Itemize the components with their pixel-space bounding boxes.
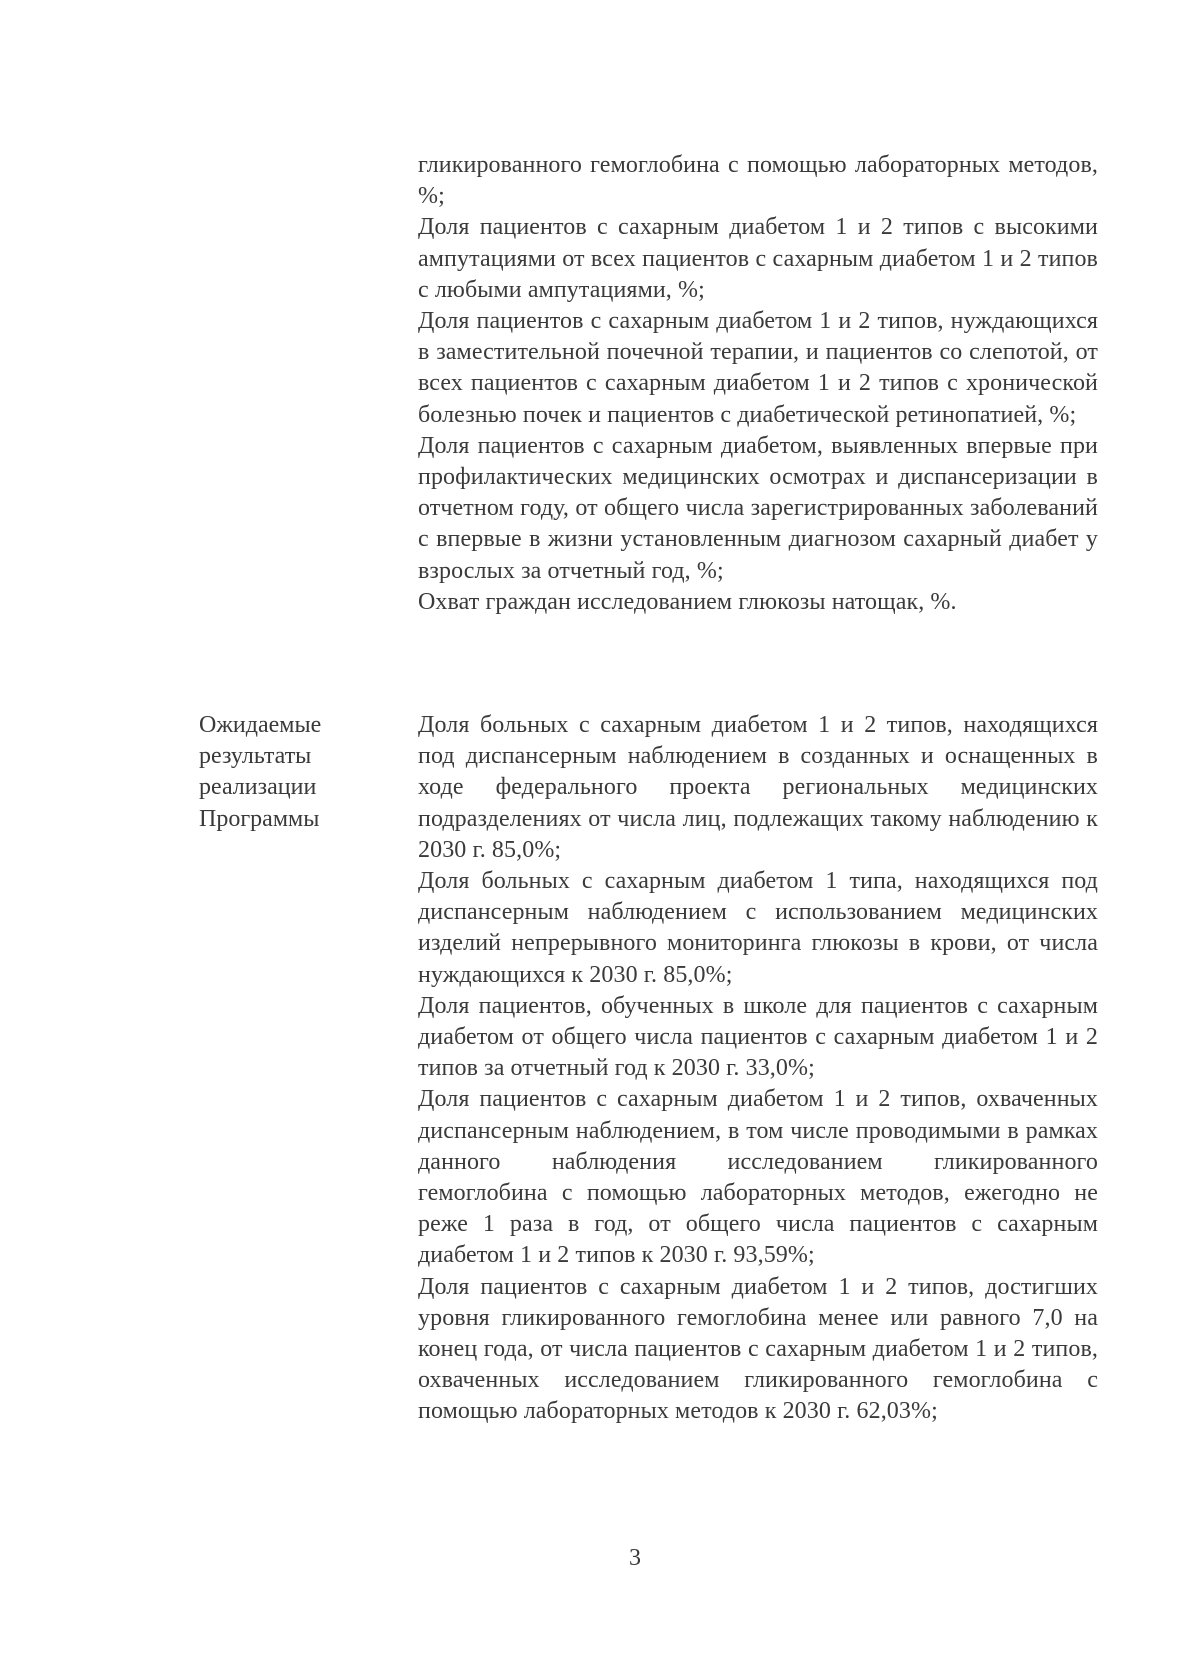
indicator-paragraph: гликированного гемоглобина с помощью лабораторных методов, %;	[418, 152, 1098, 210]
result-paragraph: Доля больных с сахарным диабетом 1 и 2 типов, находящихся под диспансерным наблюдением в созданных и оснащенных в ходе федерального проекта региональных медицинских подразделениях от числа лиц, подлежащих такому наблюдению к 2030 г. 85,0%;	[418, 712, 1098, 863]
indicator-paragraph: Доля пациентов с сахарным диабетом, выявленных впервые при профилактических медицинских осмотрах и диспансеризации в отчетном году, от общего числа зарегистрированных заболеваний с впервые в жизни установленным диагнозом сахарный диабет у взрослых за отчетный год, %;	[418, 432, 1098, 584]
indicator-paragraph: Доля пациентов с сахарным диабетом 1 и 2 типов с высокими ампутациями от всех пациентов с сахарным диабетом 1 и 2 типов с любыми ампутациями, %;	[418, 214, 1098, 303]
result-paragraph: Доля пациентов с сахарным диабетом 1 и 2 типов, достигших уровня гликированного гемоглобина менее или равного 7,0 на конец года, от числа пациентов с сахарным диабетом 1 и 2 типов, охваченных исследованием гликированного гемоглобина с помощью лабораторных методов к 2030 г. 62,03%;	[418, 1273, 1098, 1425]
result-paragraph: Доля пациентов, обученных в школе для пациентов с сахарным диабетом от общего числа пациентов с сахарным диабетом 1 и 2 типов за отчетный год к 2030 г. 33,0%;	[418, 992, 1098, 1082]
result-paragraph: Доля пациентов с сахарным диабетом 1 и 2 типов, охваченных диспансерным наблюдением, в том числе проводимыми в рамках данного наблюдения исследованием гликированного гемоглобина с помощью лабораторных методов, ежегодно не реже 1 раза в год, от общего числа пациентов с сахарным диабетом 1 и 2 типов к 2030 г. 93,59%;	[418, 1086, 1098, 1269]
indicator-paragraph: Доля пациентов с сахарным диабетом 1 и 2 типов, нуждающихся в заместительной почечной терапии, и пациентов со слепотой, от всех пациентов с сахарным диабетом 1 и 2 типов с хронической болезнью почек и пациентов с диабетической ретинопатией, %;	[418, 308, 1098, 428]
result-paragraph: Доля больных с сахарным диабетом 1 типа, находящихся под диспансерным наблюдением с использованием медицинских изделий непрерывного мониторинга глюкозы в крови, от числа нуждающихся к 2030 г. 85,0%;	[418, 868, 1098, 988]
continued-indicators-block	[418, 150, 1098, 618]
section-label	[199, 710, 369, 835]
section-label-line: результаты	[199, 743, 312, 770]
section-label-line: Программы	[199, 805, 320, 832]
section-label-line: Ожидаемые	[199, 712, 322, 738]
page-number: 3	[629, 1545, 641, 1571]
expected-results-block	[418, 710, 1098, 1428]
indicator-paragraph: Охват граждан исследованием глюкозы натощак, %.	[418, 588, 957, 615]
section-label-line: реализации	[199, 774, 317, 801]
